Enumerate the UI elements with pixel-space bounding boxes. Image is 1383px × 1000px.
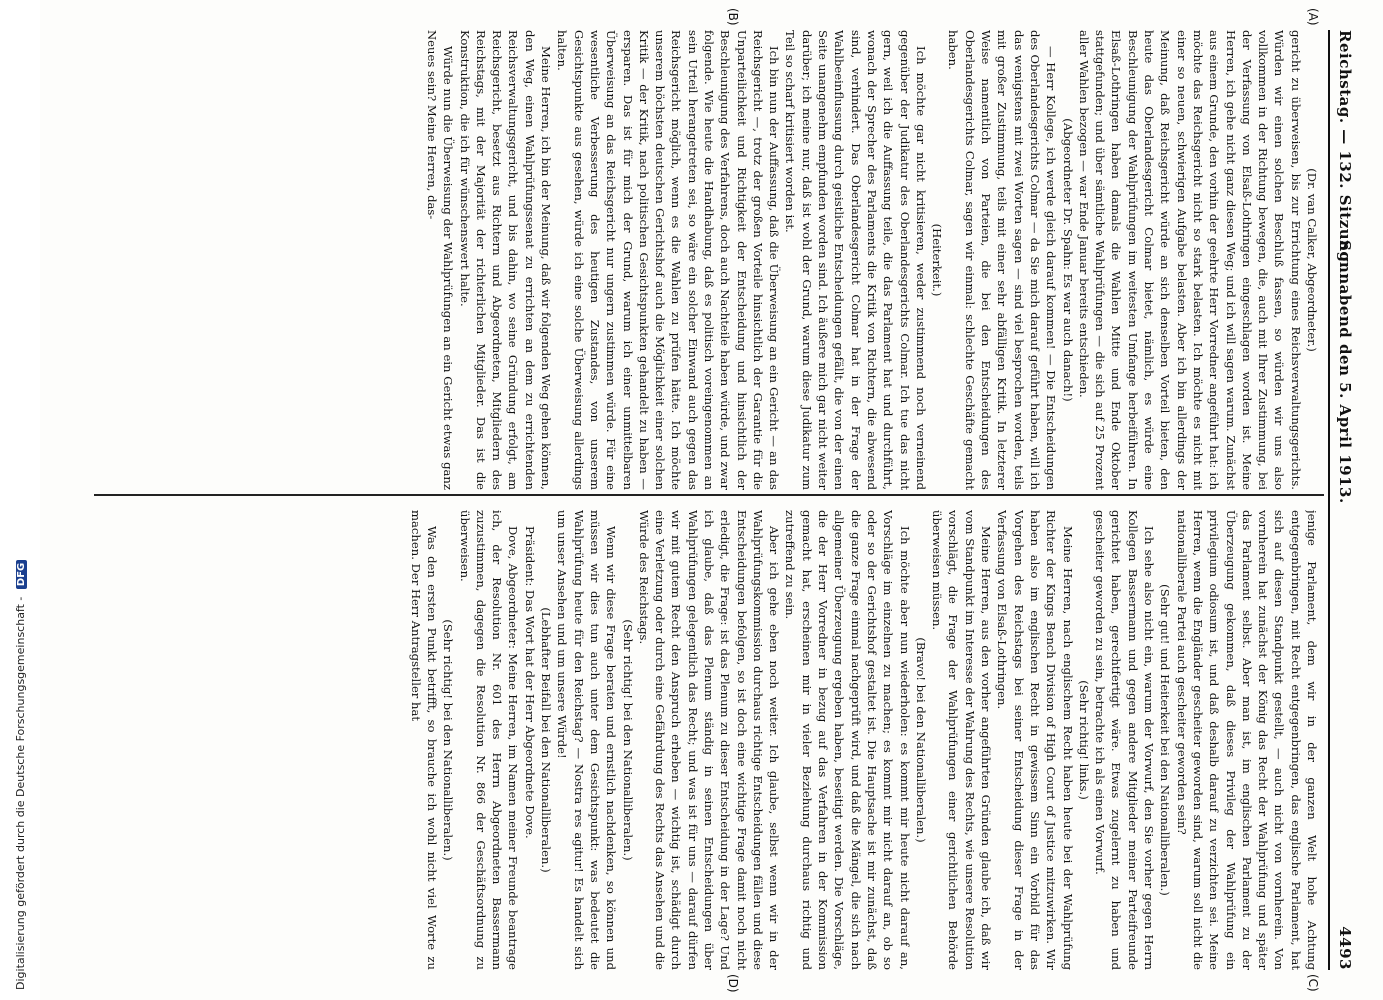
margin-marker-c: (C): [1306, 974, 1320, 992]
margin-marker-d: (D): [726, 974, 740, 993]
page-number: 4493: [1336, 926, 1354, 970]
paragraph: — Herr Kollege, ich werde gleich darauf kommen! — Die Entscheidungen des Oberlandesgerichts Colmar — da Sie mich darauf geführt haben, will ich das wenigstens mit zwei Worten sagen — sind viel besprochen worden, teils mit großer Zustimmung, teils mit einer sehr abfälligen Kritik. In letzterer Weise namentlich von Parteien, die bei den Entscheidungen des Oberlandesgerichts Colmar, sagen wir einmal: schlechte Geschäfte gemacht haben.: [946, 30, 1059, 490]
paragraph: Meine Herren, aus den vorher angeführten Gründen glaube ich, daß wir vom Standpunkt im Interesse der Wahrung des Rechts, wie unsere Resolution vorschlägt, die Frage der Wahlprüfungen einer gerichtlichen Behörde überweisen müssen.: [930, 510, 994, 970]
digitization-credit: [0, 0, 40, 1000]
rotated-page-content: [80, 0, 1360, 1000]
header-left: Reichstag. — 132. Sitzung.: [1336, 30, 1354, 269]
column-rule: [94, 494, 1324, 496]
interjection: (Bravo! bei den Nationalliberalen.): [913, 637, 928, 843]
interjection: (Sehr richtig! bei den Nationalliberalen.): [620, 619, 635, 861]
header-date: Sonnabend den 5. April 1913.: [1336, 240, 1354, 504]
paragraph: Was den ersten Punkt betrifft, so brauche ich wohl nicht viel Worte zu machen. Der Herr Antragsteller hat: [408, 510, 439, 970]
paragraph: Würde nun die Überweisung der Wahlprüfungen an ein Gericht etwas ganz Neues sein? Meine Herren, das-: [424, 30, 456, 490]
paragraph: (Dr. van Calker, Abgeordneter.): [1305, 168, 1319, 352]
paragraph: Dove, Abgeordneter: Meine Herren, im Namen meiner Freunde beantrage ich, der Resolution Nr. 601 des Herrn Abgeordneten Bassermann zuzustimmen, dagegen die Resolution Nr. 866 der Geschäftsordnung zu überweisen.: [457, 510, 521, 970]
credit-line: [14, 10, 30, 990]
right-column: [100, 510, 1320, 970]
paragraph: Ich möchte gar nicht kritisieren, weder zustimmend noch verneinend gegenüber der Judikatur des Oberlandesgerichts Colmar. Ich tue das nicht gern, weil ich die Auffassung teile, die das Parlament hat und durchführt, wonach der Sprecher des Parlaments die Kritik von Richtern, die abwesend sind, verhindert. Das Oberlandesgericht Colmar hat in der Frage der Wahlbeeinflussung durch geistliche Entscheidungen gefällt, die von der einen Seite unangenehm empfunden worden sind. Ich äußere mich gar nicht weiter darüber; ich meine nur, daß ist wohl der Grund, warum diese Judikatur zum Teil so scharf kritisiert worden ist.: [783, 30, 928, 490]
interjection: (Sehr richtig! bei den Nationalliberalen.): [441, 619, 456, 861]
paragraph: Ich bin nun der Auffassung, daß die Überweisung an ein Gericht — an das Reichsgericht —, trotz der großen Vorteile hinsichtlich der Garantie für die Unparteilichkeit und Richtigkeit der Entscheidung und hinsichtlich der Beschleunigung des Verfahrens, doch auch Nachteile haben würde, und zwar folgende. Wie heute die Handhabung, daß es politisch voreingenommen an sein Urteil herangetreten sei, so wäre ein solcher Einwand auch gegen das Reichsgericht möglich, wenn es die Wahlen zu prüfen hätte. Ich möchte unserem höchsten deutschen Gerichtshof auch die Möglichkeit einer solchen Kritik — der Kritik, nach politischen Gesichtspunkten gehandelt zu haben — ersparen. Das ist für mich der Grund, warum ich einer unmittelbaren Überweisung an das Reichsgericht nur ungern zustimmen würde. Für eine wesentliche Verbesserung des heutigen Zustandes, von unserem Gesichtspunkte aus gesehen, würde ich eine solche Überweisung allerdings halten.: [555, 30, 782, 490]
interjection: (Lebhafter Beifall bei den Nationalliberalen.): [539, 607, 554, 873]
document-page: [40, 0, 1383, 1000]
margin-marker-b: (B): [726, 8, 740, 26]
interjection: (Sehr gut! und Heiterkeit bei den Nationalliberalen.): [1158, 584, 1173, 896]
paragraph: Ich sehe also nicht ein, warum der Vorwurf, den Sie vorher gegen Herrn Kollegen Bassermann und gegen andere Mitglieder meiner Parteifreunde gerichtet haben, gerechtfertigt wäre. Etwas zugelernt zu haben und gescheiter geworden zu sein, betrachte ich als einen Vorwurf.: [1093, 510, 1157, 970]
margin-marker-a: (A): [1306, 8, 1320, 26]
paragraph: Ich möchte aber nun wiederholen: es kommt mir heute nicht darauf an, Vorschläge im einzelnen zu machen; es kommt mir nicht darauf an, ob so oder so der Gerichtshof gestaltet ist. Die Hauptsache ist mir zunächst, daß die ganze Frage einmal nachgeprüft wird, und daß die Mängel, die sich nach allgemeiner Überzeugung ergeben haben, beseitigt werden. Die Vorschläge, die der Herr Vorredner in bezug auf das Verfahren in der Kommission gemacht hat, erscheinen mir in vieler Beziehung durchaus richtig und zutreffend zu sein.: [783, 510, 912, 970]
credit-text: Digitalisierung gefördert durch die Deutsche Forschungsgemeinschaft -: [14, 596, 27, 990]
paragraph: Meine Herren, ich bin der Meinung, daß wir folgenden Weg gehen können, den Weg, einen Wahlprüfungssenat zu errichten an dem zu errichtenden Reichsverwaltungsgericht, und bis dahin, wo seine Gründung erfolgt, am Reichsgericht, besetzt aus Richtern und Abgeordneten, Mitgliedern des Reichstags, mit der Majorität der richterlichen Mitglieder. Das ist die Konstruktion, die ich für wünschenswert halte.: [457, 30, 554, 490]
interjection: (Abgeordneter Dr. Spahn: Es war auch danach!): [1060, 118, 1075, 402]
dfg-logo: DFG: [16, 560, 27, 589]
paragraph: jenige Parlament, dem wir in der ganzen Welt hohe Achtung entgegenbringen, mit Recht entgegenbringen, das englische Parlament, hat sich auf diesen Standpunkt gestellt, — auch nicht von vornherein. Von vornherein hat zunächst der König das Recht der Wahlprüfung und später das Parlament selbst. Aber man ist, im englischen Parlament zu der Überzeugung gekommen, daß dieses Privileg der Wahlprüfung ein privilegium odiosum ist, und daß deshalb darauf zu verzichten sei. Meine Herren, wenn die Engländer gescheiter geworden sind, warum soll nicht die nationalliberale Partei auch gescheiter geworden sein?: [1174, 510, 1319, 970]
page-header: [1332, 30, 1354, 970]
header-rule: [1328, 30, 1330, 970]
paragraph: Wenn wir diese Frage beraten und ernstlich nachdenken, so können und müssen wir dies tun auch unter dem Gesichtspunkt: was bedeutet die Wahlprüfung heute für den Reichstag? — Nostra res agitur! Es handelt sich um unser Ansehen und um unsere Würde!: [555, 510, 619, 970]
paragraph: Meine Herren, nach englischem Recht haben heute bei der Wahlprüfung Richter der Kings Bench Division of High Court of Justice mitzuwirken. Wir haben also im englischen Recht in gewissem Sinn ein Vorbild für das Vorgehen des Reichstags bei seiner Entscheidung dieser Frage in der Verfassung von Elsaß-Lothringen.: [995, 510, 1075, 970]
left-column: [100, 30, 1320, 490]
interjection: (Heiterkeit.): [930, 223, 945, 297]
paragraph: Präsident: Das Wort hat der Herr Abgeordnete Dove.: [522, 526, 537, 839]
paragraph: Aber ich gehe eben noch weiter. Ich glaube, selbst wenn wir in der Wahlprüfungskommission durchaus richtige Entscheidungen fällen und diese Entscheidungen befolgen, so ist doch eine wichtige Frage damit noch nicht erledigt, die Frage: ist das Plenum zu dieser Entscheidung in der Lage? Und ich glaube, daß das Plenum ständig in seinen Entscheidungen über Wahlprüfungen gelegentlich das Recht; und was ist für uns — darauf dürfen wir mit gutem Recht den Anspruch erheben — wichtig ist, schädigt durch eine Verletzung oder durch eine Gefährdung des Rechts das Ansehen und die Würde des Reichstags.: [636, 510, 782, 970]
paragraph: gericht zu überweisen, bis zur Errichtung eines Reichsverwaltungsgerichts. Würden wir einen solchen Beschluß fassen, so würden wir uns also vollkommen in der Richtung bewegen, die, auch mit Ihrer Zustimmung, bei der Verfassung von Elsaß-Lothringen eingeschlagen worden ist. Meine Herren, ich gehe nicht ganz diesen Weg; und ich will sagen warum. Zunächst aus einem Grunde, den vorhin der geehrte Herr Vorredner angeführt hat: ich möchte das Reichsgericht nicht so stark belasten. Ich möchte es nicht mit einer so neuen, schwierigen Aufgabe belasten. Aber ich bin allerdings der Meinung, daß Reichsgericht würde an sich denselben Vorteil bieten, den heute das Oberlandesgericht Colmar bietet, nämlich, es würde eine Beschleunigung der Wahlprüfungen im weitesten Umfange herbeiführen. In Elsaß-Lothringen haben damals die Wahlen Mitte und Ende Oktober stattgefunden; und über sämtliche Wahlprüfungen — die sich auf 25 Prozent aller Wahlen bezogen — war Ende Januar bereits entschieden.: [1076, 30, 1303, 490]
interjection: (Sehr richtig! links.): [1076, 680, 1091, 800]
